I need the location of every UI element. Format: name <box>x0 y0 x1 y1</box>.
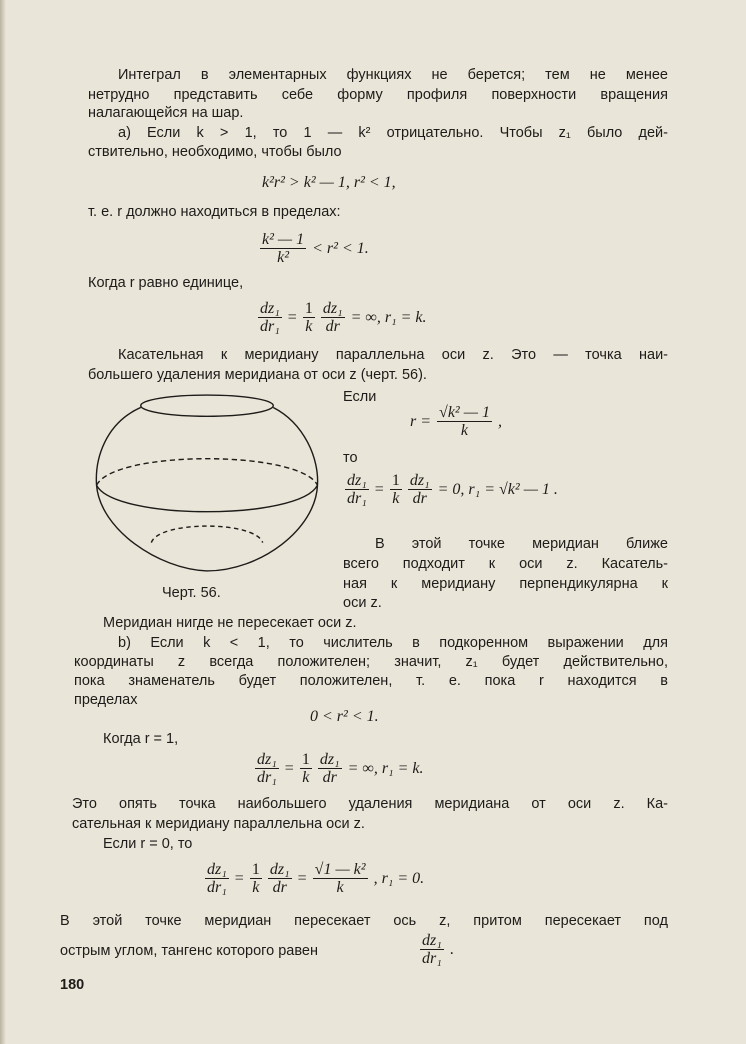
text-line: пока знаменатель будет положителен, т. е. пока r находится в <box>74 673 668 689</box>
numerator: dz₁ <box>322 300 343 317</box>
denominator: dr <box>412 490 427 507</box>
denominator: dr₁ <box>422 950 442 967</box>
denominator: dr <box>325 318 340 335</box>
numerator: dz₁ <box>260 300 280 317</box>
numerator: dz₁ <box>347 472 367 489</box>
formula-range <box>260 231 369 266</box>
numerator: dz₁ <box>422 932 442 949</box>
denominator: k² <box>277 249 290 266</box>
text-line: а) Если k > 1, то 1 — k² отрицательно. Чтобы z₁ было дей- <box>118 125 668 141</box>
numerator: dz₁ <box>319 751 340 768</box>
text-line: налагающейся на шар. <box>88 105 244 121</box>
formula-derivative-1 <box>258 300 427 335</box>
text-line: Если r = 0, то <box>103 836 193 852</box>
text-line: В этой точке меридиан пересекает ось z, притом пересекает под <box>60 913 668 929</box>
denominator: k <box>336 879 344 896</box>
denominator: k <box>252 879 260 896</box>
formula-inequality: k²r² > k² — 1, r² < 1, <box>262 174 396 191</box>
numerator: √1 — k² <box>314 861 366 878</box>
text-line: нетрудно представить себе форму профиля поверхности вращения <box>88 87 668 103</box>
formula-r-value <box>410 404 502 439</box>
text-line: Это опять точка наибольшего удаления меридиана от оси z. Ка- <box>72 796 668 812</box>
text-line: всего подходит к оси z. Касатель- <box>343 556 668 572</box>
denominator: k <box>392 490 400 507</box>
text-line: b) Если k < 1, то числитель в подкоренном выражении для <box>118 635 668 651</box>
denominator: k <box>305 318 313 335</box>
denominator: dr <box>322 769 337 786</box>
text-line: ствительно, необходимо, чтобы было <box>88 144 342 160</box>
text-line: ная к меридиану перпендикулярна к <box>343 576 668 592</box>
numerator: √k² — 1 <box>439 404 490 421</box>
numerator: dz₁ <box>409 472 430 489</box>
formula-range-2: 0 < r² < 1. <box>310 708 379 725</box>
text-line: Когда r = 1, <box>103 731 179 747</box>
formula-rest: . <box>449 941 454 958</box>
formula-rest: = ∞, r₁ = k. <box>350 309 427 326</box>
text-line: т. е. r должно находиться в пределах: <box>88 204 341 220</box>
formula-derivative-4 <box>205 861 424 896</box>
text-line: В этой точке меридиан ближе <box>375 536 668 552</box>
text-line: острым углом, тангенс которого равен <box>60 943 318 959</box>
denominator: k <box>302 769 310 786</box>
denominator: dr₁ <box>257 769 277 786</box>
text-line: Когда r равно единице, <box>88 275 244 291</box>
formula-rest: < r² < 1. <box>312 240 369 257</box>
text-line: Касательная к меридиану параллельна оси z. Это — точка наи- <box>118 347 668 363</box>
denominator: k <box>460 422 469 439</box>
formula-lhs: r = <box>410 413 432 430</box>
denominator: dr <box>272 879 287 896</box>
equals: = <box>287 309 297 326</box>
figure-56-ellipsoid <box>84 388 330 578</box>
equals: = <box>234 870 244 887</box>
text-line: сательная к меридиану параллельна оси z. <box>72 816 365 832</box>
page-edge-shadow <box>0 0 6 1044</box>
numerator: 1 <box>301 751 310 768</box>
equals: = <box>297 870 307 887</box>
text-line: оси z. <box>343 595 382 611</box>
text-line: Если <box>343 389 377 405</box>
numerator: 1 <box>304 300 313 317</box>
formula-derivative-3 <box>255 751 424 786</box>
formula-derivative-2 <box>345 472 558 507</box>
numerator: dz₁ <box>207 861 227 878</box>
numerator: 1 <box>251 861 260 878</box>
text-line: Меридиан нигде не пересекает оси z. <box>103 615 357 631</box>
text-line: координаты z всегда положителен; значит, z₁ будет действительно, <box>74 654 668 670</box>
text-line: то <box>343 450 358 466</box>
formula-rest: = 0, r₁ = √k² — 1 . <box>437 481 558 498</box>
formula-rest: = ∞, r₁ = k. <box>347 760 424 777</box>
denominator: dr₁ <box>207 879 227 896</box>
text-line: Интеграл в элементарных функциях не берется; тем не менее <box>118 67 668 83</box>
page-number: 180 <box>60 977 85 993</box>
numerator: k² — 1 <box>262 231 305 248</box>
numerator: dz₁ <box>257 751 277 768</box>
text-line: большего удаления меридиана от оси z (черт. 56). <box>88 367 427 383</box>
denominator: dr₁ <box>260 318 280 335</box>
text-line: пределах <box>74 692 138 708</box>
numerator: 1 <box>391 472 400 489</box>
denominator: dr₁ <box>347 490 367 507</box>
equals: = <box>284 760 294 777</box>
numerator: dz₁ <box>269 861 290 878</box>
figure-caption: Черт. 56. <box>162 585 221 601</box>
equals: = <box>374 481 384 498</box>
formula-tangent <box>420 932 454 967</box>
formula-rest: , r₁ = 0. <box>373 870 425 887</box>
formula-rest: , <box>497 413 502 430</box>
